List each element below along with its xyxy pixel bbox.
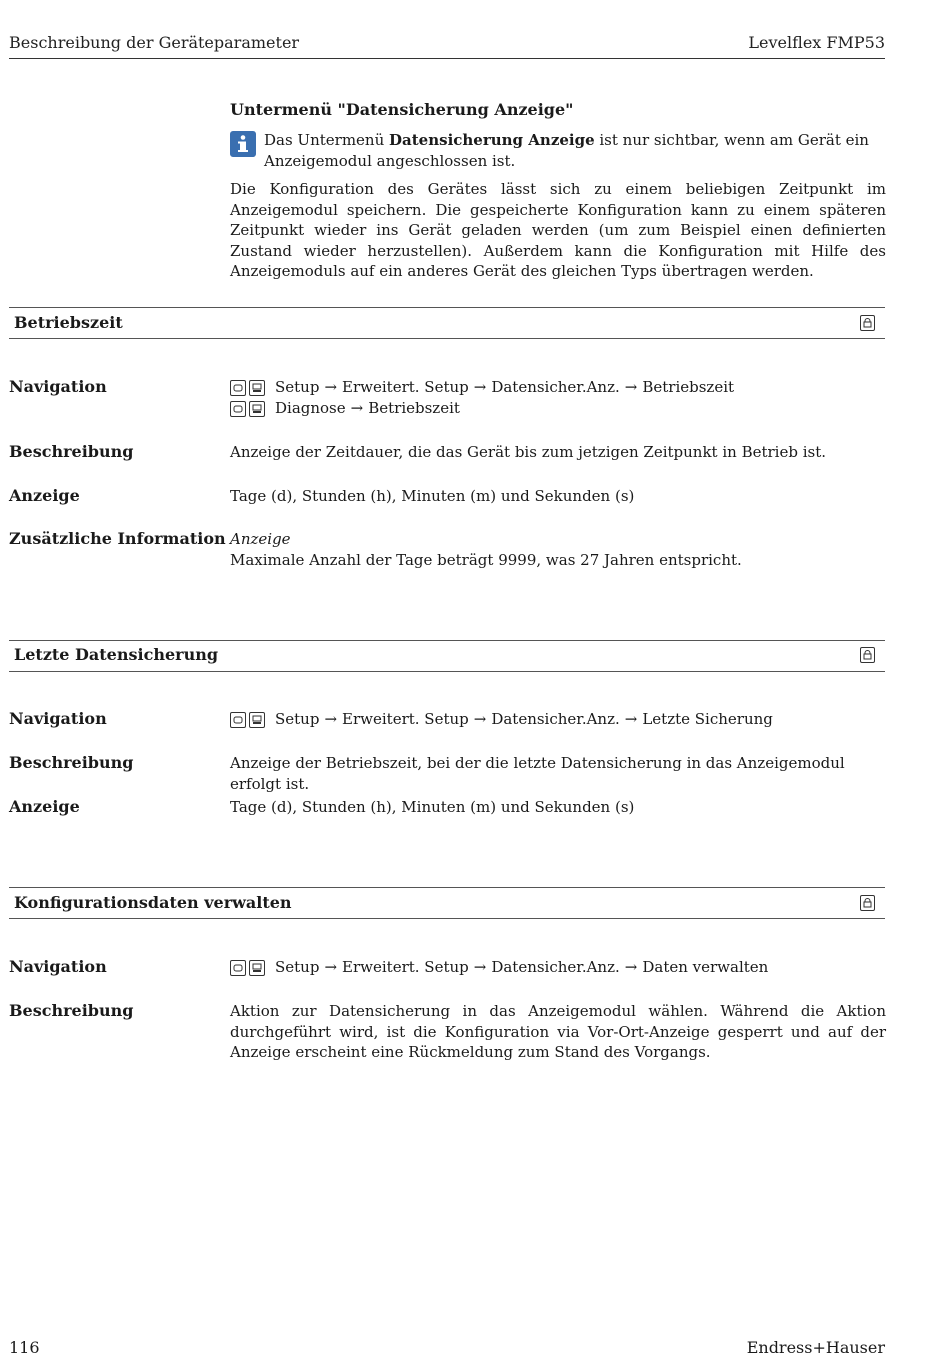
- nav-step: Betriebszeit: [368, 399, 460, 418]
- section-title-konfigurationsdaten: Konfigurationsdaten verwalten: [14, 893, 292, 912]
- beschreibung-text: Anzeige der Zeitdauer, die das Gerät bis zum jetzigen Zeitpunkt in Betrieb ist.: [230, 443, 827, 461]
- submenu-paragraph: Die Konfiguration des Gerätes lässt sich zu einem beliebigen Zeitpunkt im Anzeigemodul speichern. Die gespeicherte Konfiguration kann zu einem späteren Zeitpunkt wieder ins Gerät geladen werden (um zum Beispiel einen definierten Zustand wieder herzustellen). Außerdem kann die Konfiguration mit Hilfe des Anzeigemoduls auf ein anderes Gerät des gleichen Typs übertragen werden.: [230, 180, 886, 280]
- navigation-paths: [230, 957, 886, 978]
- onsite-display-icon: [230, 960, 246, 976]
- label-anzeige: Anzeige: [9, 797, 80, 816]
- arrow-icon: →: [350, 399, 364, 418]
- label-navigation: Navigation: [9, 957, 107, 976]
- running-header-left: Beschreibung der Geräteparameter: [9, 33, 300, 52]
- arrow-icon: →: [473, 378, 487, 397]
- nav-path: [230, 957, 886, 978]
- label-beschreibung: Beschreibung: [9, 442, 134, 461]
- arrow-icon: →: [473, 710, 487, 729]
- nav-step: Letzte Sicherung: [642, 710, 773, 729]
- arrow-icon: →: [324, 958, 338, 977]
- nav-path: [230, 398, 886, 419]
- nav-step: Erweitert. Setup: [342, 710, 469, 729]
- note-text-pre: Das Untermenü: [264, 131, 390, 149]
- section-rule-bottom: [9, 338, 885, 339]
- arrow-icon: →: [324, 710, 338, 729]
- navigation-paths: [230, 709, 886, 730]
- nav-step: Erweitert. Setup: [342, 378, 469, 397]
- beschreibung-text: Anzeige der Betriebszeit, bei der die letzte Datensicherung in das Anzeigemodul erfolgt ist.: [230, 754, 845, 793]
- section-rule-bottom: [9, 671, 885, 672]
- nav-step: Setup: [275, 710, 320, 729]
- nav-step: Setup: [275, 958, 320, 977]
- label-navigation: Navigation: [9, 377, 107, 396]
- nav-path: [230, 377, 886, 398]
- lock-icon: [860, 315, 875, 331]
- arrow-icon: →: [624, 958, 638, 977]
- lock-icon: [860, 895, 875, 911]
- info-icon: [230, 131, 256, 157]
- zusatz-info: [230, 529, 886, 570]
- submenu-title: Untermenü "Datensicherung Anzeige": [230, 100, 574, 119]
- zusatz-text: Maximale Anzahl der Tage beträgt 9999, was 27 Jahren entspricht.: [230, 550, 742, 569]
- footer-brand: Endress+Hauser: [746, 1338, 885, 1357]
- section-rule-top: [9, 307, 885, 308]
- nav-step: Diagnose: [275, 399, 346, 418]
- section-rule-top: [9, 887, 885, 888]
- section-title-betriebszeit: Betriebszeit: [14, 313, 123, 332]
- label-beschreibung: Beschreibung: [9, 753, 134, 772]
- nav-step: Daten verwalten: [642, 958, 769, 977]
- lock-icon: [860, 647, 875, 663]
- arrow-icon: →: [324, 378, 338, 397]
- nav-step: Erweitert. Setup: [342, 958, 469, 977]
- nav-step: Setup: [275, 378, 320, 397]
- section-rule-bottom: [9, 918, 885, 919]
- operating-tool-icon: [249, 380, 265, 396]
- label-anzeige: Anzeige: [9, 486, 80, 505]
- label-beschreibung: Beschreibung: [9, 1001, 134, 1020]
- page-number: 116: [9, 1338, 40, 1357]
- nav-step: Datensicher.Anz.: [491, 958, 620, 977]
- arrow-icon: →: [473, 958, 487, 977]
- anzeige-text: Tage (d), Stunden (h), Minuten (m) und Sekunden (s): [230, 798, 635, 816]
- running-header-right: Levelflex FMP53: [748, 33, 885, 52]
- beschreibung-text: Aktion zur Datensicherung in das Anzeigemodul wählen. Während die Aktion durchgeführt wird, ist die Konfiguration via Vor-Ort-Anzeige gesperrt und auf der Anzeige erscheint eine Rückmeldung zum Stand des Vorgangs.: [230, 1002, 886, 1061]
- section-title-letzte-datensicherung: Letzte Datensicherung: [14, 645, 219, 664]
- operating-tool-icon: [249, 712, 265, 728]
- nav-path: [230, 709, 886, 730]
- arrow-icon: →: [624, 378, 638, 397]
- onsite-display-icon: [230, 380, 246, 396]
- info-note: [264, 130, 886, 171]
- navigation-paths: [230, 377, 886, 419]
- arrow-icon: →: [624, 710, 638, 729]
- label-navigation: Navigation: [9, 709, 107, 728]
- nav-step: Datensicher.Anz.: [491, 378, 620, 397]
- operating-tool-icon: [249, 960, 265, 976]
- note-text-bold: Datensicherung Anzeige: [389, 131, 595, 149]
- operating-tool-icon: [249, 401, 265, 417]
- anzeige-text: Tage (d), Stunden (h), Minuten (m) und Sekunden (s): [230, 487, 635, 505]
- nav-step: Betriebszeit: [642, 378, 735, 397]
- onsite-display-icon: [230, 712, 246, 728]
- section-rule-top: [9, 640, 885, 641]
- nav-step: Datensicher.Anz.: [491, 710, 620, 729]
- header-rule: [9, 58, 885, 59]
- onsite-display-icon: [230, 401, 246, 417]
- note-text-post: ist nur sichtbar, wenn am Gerät ein Anzeigemodul angeschlossen ist.: [264, 131, 869, 170]
- zusatz-title: Anzeige: [230, 530, 291, 548]
- label-zusatz: Zusätzliche Information: [9, 529, 226, 548]
